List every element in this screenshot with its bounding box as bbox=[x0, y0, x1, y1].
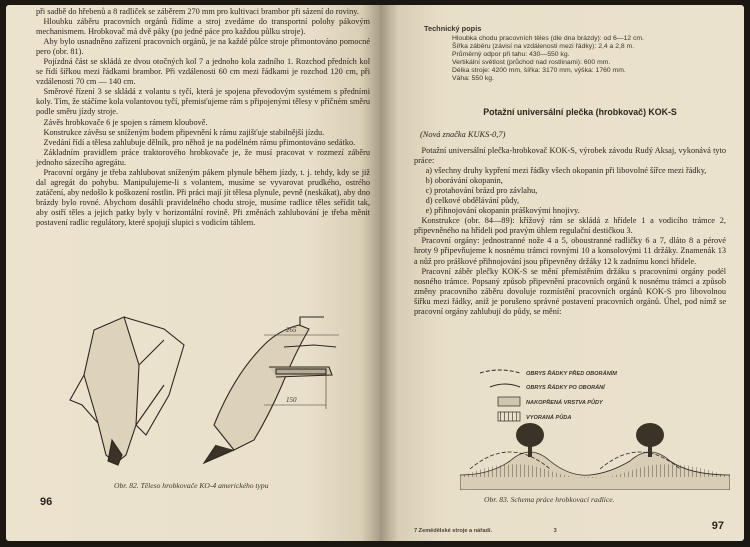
legend-swatch-plowed bbox=[498, 412, 520, 421]
list-item: d) celkové obdělávání půdy, bbox=[425, 196, 520, 206]
paragraph: Zvedání řídí a tělesa zahlubuje dělník, pro něhož je na podélném rámu přimontováno sedátko. bbox=[43, 137, 356, 147]
footer-text: 7 Zemědělské stroje a nářadí. bbox=[414, 528, 493, 534]
dimension-label: 265 bbox=[286, 326, 297, 334]
paragraph: Pracovní orgány je třeba zahlubovat sníženým pákem plynule během jízdy, t. j. tehdy, kdy se již dal agregát do pohybu. Manipulujeme-li s volantem, musíme se vyvarovat prudkého, ostrého zatáčení, aby nedošlo k poškození rostlin. Při práci mají jít tělesa plynule, pevně (neskákat), aby dno brázdy bylo rovné. Abychom dosáhli pravidelného chodu stroje, musíme radlice těles seřídit tak, aby ostří těles a jejich patky byly v horizontální rovině. Při změnách zahlubování je třeba měnit postavení radlic regulátory, které spojují slupici s vodicím táhlem. bbox=[36, 167, 370, 227]
left-page bbox=[6, 5, 380, 541]
section-title: Potažní universální plečka (hrobkovač) KOK-S bbox=[483, 107, 677, 117]
paragraph: Pracovní orgány: jednostranné nože 4 a 5, oboustranné radličky 6 a 7, dláto 8 a pérové hroty 9 připevňujeme k nosnému trámci rovnými 10 a konsolovými 11 držáky. Znamenák 13 a nůž pro práškové přihnojování jsou připevněny držáky 12 k zadnímu konci hřídele. bbox=[414, 236, 726, 266]
page-number: 97 bbox=[711, 520, 724, 532]
legend-swatch-before bbox=[480, 370, 520, 373]
tech-spec-item: Délka stroje: 4200 mm, šířka: 3170 mm, výška: 1760 mm. bbox=[452, 67, 626, 75]
tech-heading: Technický popis bbox=[424, 24, 482, 33]
figure-caption: Obr. 83. Schema práce hrobkovací radlice. bbox=[484, 495, 615, 504]
paragraph: Potažní universální plečka-hrobkovač KOK-S, výrobek závodu Rudý Aksaj, vykonává tyto práce: bbox=[414, 146, 726, 166]
list-item: b) oborávání okopanin, bbox=[425, 176, 503, 186]
paragraph: Pracovní záběr plečky KOK-S se mění přemístěním držáku s pracovními orgány podél nosného trámce. Popsaný způsob připevnění pracovních orgánů k nosnému trámci a způsob změny pracovního záběru dovoluje rozmístění pracovních orgánů KOK-S pro libovolnou šířku mezi řádky, aniž je porušeno správné postavení pracovních orgánů. Úhel, pod nímž se pracovní orgány zahlubují do půdy, se mění: bbox=[414, 266, 726, 316]
tech-spec-list bbox=[452, 35, 722, 84]
paragraph: Závěs hrobkovače 6 je spojen s rámem kloubově. bbox=[43, 117, 208, 127]
ridging-scheme-figure bbox=[460, 365, 730, 490]
left-page-text bbox=[36, 7, 370, 228]
book-spread bbox=[6, 5, 744, 541]
right-page bbox=[380, 5, 744, 541]
list-item: c) protahování brázd pro závlahu, bbox=[425, 186, 538, 196]
paragraph: Hloubku záběru pracovních orgánů řídíme a stroj zvedáme do transportní polohy pákovým mechanismem. Hrobkovač má dvě páky (po jedné páce pro každou půlku stroje). bbox=[36, 17, 370, 37]
legend-label: VYORANÁ PŮDA bbox=[526, 415, 572, 421]
paragraph: Aby bylo usnadněno zařízení pracovních orgánů, je na každé půlce stroje přimontováno pomocné pero (obr. 81). bbox=[36, 37, 370, 57]
footer-signature: 3 bbox=[553, 528, 557, 534]
paragraph: Konstrukce závěsu se sníženým bodem připevnění k rámu zajišťuje stabilnější jízdu. bbox=[43, 127, 325, 137]
legend-label: OBRYS ŘÁDKY PŘED OBORÁNÍM bbox=[526, 371, 617, 377]
paragraph: Konstrukce (obr. 84—89): křížový rám se skládá z hřídele 1 a vodicího trámce 2, připevněného na hřídeli pod pravým úhlem regulační destičkou 3. bbox=[414, 216, 726, 236]
tech-spec-item: Hloubka chodu pracovních těles (dle dna brázdy): od 6—12 cm. bbox=[452, 35, 644, 42]
page-number: 96 bbox=[40, 496, 53, 508]
paragraph: Směrové řízení 3 se skládá z volantu s tyčí, která je spojena převodovým systémem s předními koly. Tím, že stáčíme kola volantovou tyčí, přemisťujeme rám s připojenými tělesy v příčném směru podle směru jízdy stroje. bbox=[36, 87, 370, 117]
legend-swatch-layer bbox=[498, 397, 520, 406]
legend-label: OBRYS ŘÁDKY PO OBORÁNÍ bbox=[526, 385, 605, 391]
paragraph: Pojízdná část se skládá ze dvou otočných kol 7 a jednoho kola zadního 1. Rozchod předních kol se řídí šířkou mezi řádkami brambor. Při vzdálenosti 60 cm mezi řádkami je rozchod 120 cm, při vzdálenosti 70 cm — 140 cm. bbox=[36, 57, 370, 87]
tech-spec-item: Průměrný odpor při tahu: 430—550 kg. bbox=[452, 51, 570, 59]
tech-spec-item: Šířka záběru (závisí na vzdálenosti mezi řádky): 2,4 a 2,8 m. bbox=[452, 43, 635, 51]
hiller-body-figure bbox=[64, 305, 364, 470]
section-subtitle: (Nová značka KUKS-0,7) bbox=[420, 130, 506, 139]
tech-spec-item: Vertikální světlost (průchod nad rostlinami): 600 mm. bbox=[452, 59, 611, 67]
right-page-text bbox=[414, 146, 726, 317]
tech-spec-item: Váha: 550 kg. bbox=[452, 75, 494, 83]
list-item: a) všechny druhy kypření mezi řádky všech okopanin při libovolné šířce mezi řádky, bbox=[425, 166, 707, 176]
page-footer bbox=[414, 528, 617, 534]
dimension-label: 150 bbox=[286, 396, 297, 404]
list-item: e) přihnojování okopanin práškovými hnojivy. bbox=[425, 206, 580, 216]
legend-label: NAKOPŘENÁ VRSTVA PŮDY bbox=[526, 400, 603, 406]
paragraph: Základním pravidlem práce traktorového hrobkovače je, že musí pracovat v rozmezí záběru jednoho sázecího agregátu. bbox=[36, 147, 370, 167]
legend-swatch-after bbox=[490, 384, 520, 387]
figure-caption: Obr. 82. Těleso hrobkovače KO-4 amerického typu bbox=[114, 481, 269, 490]
paragraph: při sadbě do hřebenů a 8 radliček se záběrem 270 mm pro kultivaci brambor při sázení do roviny. bbox=[36, 7, 359, 16]
